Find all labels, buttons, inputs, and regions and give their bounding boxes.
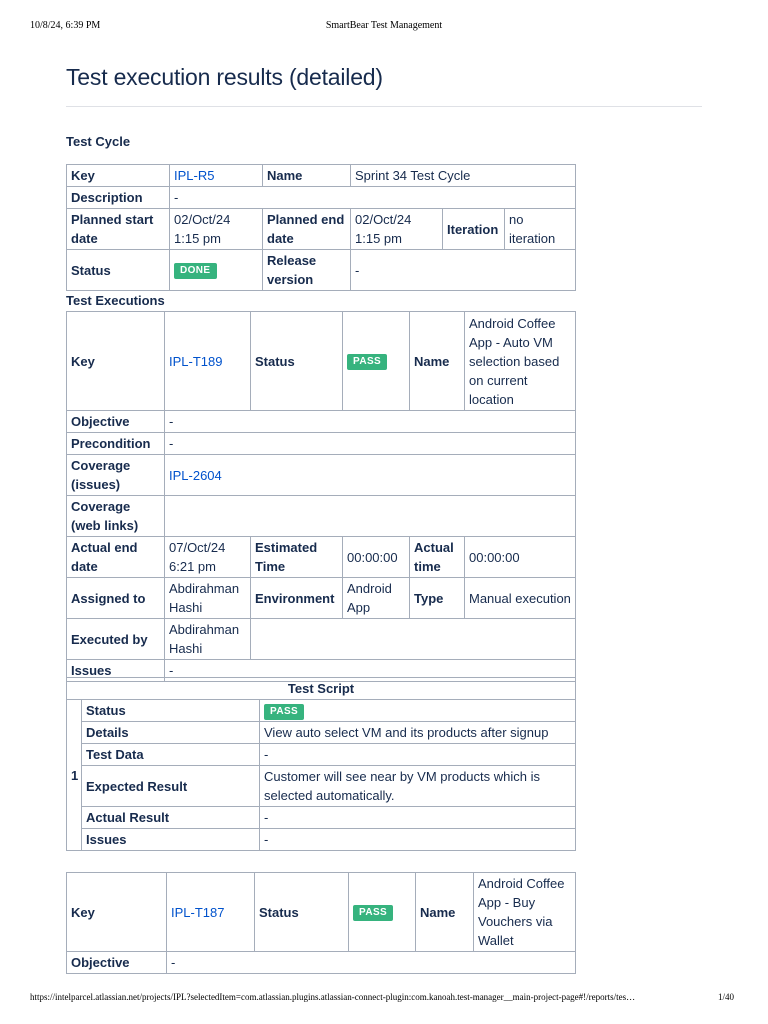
details-label: Details [82,722,260,744]
status-label: Status [251,312,343,411]
planned-end-label: Planned end date [263,209,351,250]
coverage-links-label: Coverage (web links) [67,496,165,537]
key-label: Key [67,165,170,187]
status-badge: PASS [264,704,304,720]
details-value: View auto select VM and its products after signup [260,722,576,744]
execution-row-assignment [67,578,576,619]
issues-value: - [260,829,576,851]
actual-time-value: 00:00:00 [465,537,576,578]
test-cycle-description: - [170,187,576,209]
type-value: Manual execution [465,578,576,619]
test-cycle-table [66,164,576,291]
test-data-value: - [260,744,576,766]
coverage-links-value [165,496,576,537]
planned-end-value: 02/Oct/24 1:15 pm [351,209,443,250]
estimated-time-value: 00:00:00 [343,537,410,578]
status-label: Status [67,250,170,291]
status-badge: PASS [347,354,387,370]
status-label: Status [255,873,349,952]
precondition-label: Precondition [67,433,165,455]
key-label: Key [67,873,167,952]
execution-row-key [67,873,576,952]
executed-by-value: Abdirahman Hashi [165,619,251,660]
release-version-label: Release version [263,250,351,291]
test-script-row-status [67,700,576,722]
execution-row-executed-by [67,619,576,660]
type-label: Type [410,578,465,619]
execution-table [66,311,576,682]
planned-start-value: 02/Oct/24 1:15 pm [170,209,263,250]
precondition-value: - [165,433,576,455]
actual-result-label: Actual Result [82,807,260,829]
test-cycle-name: Sprint 34 Test Cycle [351,165,576,187]
iteration-value: no iteration [505,209,576,250]
execution-row-objective [67,952,576,974]
coverage-issue-link[interactable]: IPL-2604 [169,467,222,483]
issues-value: - [165,660,576,682]
status-badge: PASS [353,905,393,921]
test-script-row-details [67,722,576,744]
environment-label: Environment [251,578,343,619]
objective-value: - [167,952,576,974]
test-script-row-actual [67,807,576,829]
actual-result-value: - [260,807,576,829]
test-cycle-row-key [67,165,576,187]
page-title: Test execution results (detailed) [66,64,383,90]
test-data-label: Test Data [82,744,260,766]
objective-label: Objective [67,411,165,433]
status-badge: DONE [174,263,217,279]
planned-start-label: Planned start date [67,209,170,250]
execution-row-objective [67,411,576,433]
execution-row-times [67,537,576,578]
name-label: Name [263,165,351,187]
test-cycle-row-dates [67,209,576,250]
test-cycle-key-link[interactable]: IPL-R5 [174,168,215,183]
name-label: Name [416,873,474,952]
name-label: Name [410,312,465,411]
execution-table [66,872,576,974]
execution-row-coverage-links [67,496,576,537]
execution-row-coverage-issues [67,455,576,496]
executed-by-label: Executed by [67,619,165,660]
test-cycle-row-description [67,187,576,209]
assigned-to-label: Assigned to [67,578,165,619]
actual-time-label: Actual time [410,537,465,578]
description-label: Description [67,187,170,209]
execution-key-link[interactable]: IPL-T189 [169,353,223,369]
test-script-header-row [67,678,576,700]
key-label: Key [67,312,165,411]
expected-result-label: Expected Result [82,766,260,807]
execution-name: Android Coffee App - Buy Vouchers via Wallet [474,873,576,952]
assigned-to-value: Abdirahman Hashi [165,578,251,619]
expected-result-value: Customer will see near by VM products which is selected automatically. [260,766,576,807]
print-title: SmartBear Test Management [325,20,443,31]
test-executions-heading: Test Executions [66,293,165,308]
test-script-row-expected [67,766,576,807]
test-script-row-issues [67,829,576,851]
issues-label: Issues [67,660,165,682]
release-version-value: - [351,250,576,291]
test-script-row-test-data [67,744,576,766]
test-script-table [66,677,576,851]
execution-row-key [67,312,576,411]
print-header [0,18,768,34]
empty-cell [251,619,576,660]
execution-key-link[interactable]: IPL-T187 [171,904,225,920]
estimated-time-label: Estimated Time [251,537,343,578]
environment-value: Android App [343,578,410,619]
step-number: 1 [67,700,82,851]
actual-end-value: 07/Oct/24 6:21 pm [165,537,251,578]
objective-value: - [165,411,576,433]
print-footer [0,992,768,1006]
issues-label: Issues [82,829,260,851]
execution-row-precondition [67,433,576,455]
execution-name: Android Coffee App - Auto VM selection based on current location [465,312,576,411]
print-url: https://intelparcel.atlassian.net/projects/IPL?selectedItem=com.atlassian.plugins.atlassian-connect-plugin:com.kanoah.test-manager__main-project-page#!/reports/tes… [30,992,636,1002]
actual-end-label: Actual end date [67,537,165,578]
coverage-issues-label: Coverage (issues) [67,455,165,496]
test-script-heading: Test Script [67,678,576,700]
title-divider [66,106,702,107]
status-label: Status [82,700,260,722]
iteration-label: Iteration [443,209,505,250]
test-cycle-heading: Test Cycle [66,134,131,149]
print-date: 10/8/24, 6:39 PM [30,20,101,31]
objective-label: Objective [67,952,167,974]
page-number: 1/40 [718,992,735,1002]
test-cycle-row-status [67,250,576,291]
